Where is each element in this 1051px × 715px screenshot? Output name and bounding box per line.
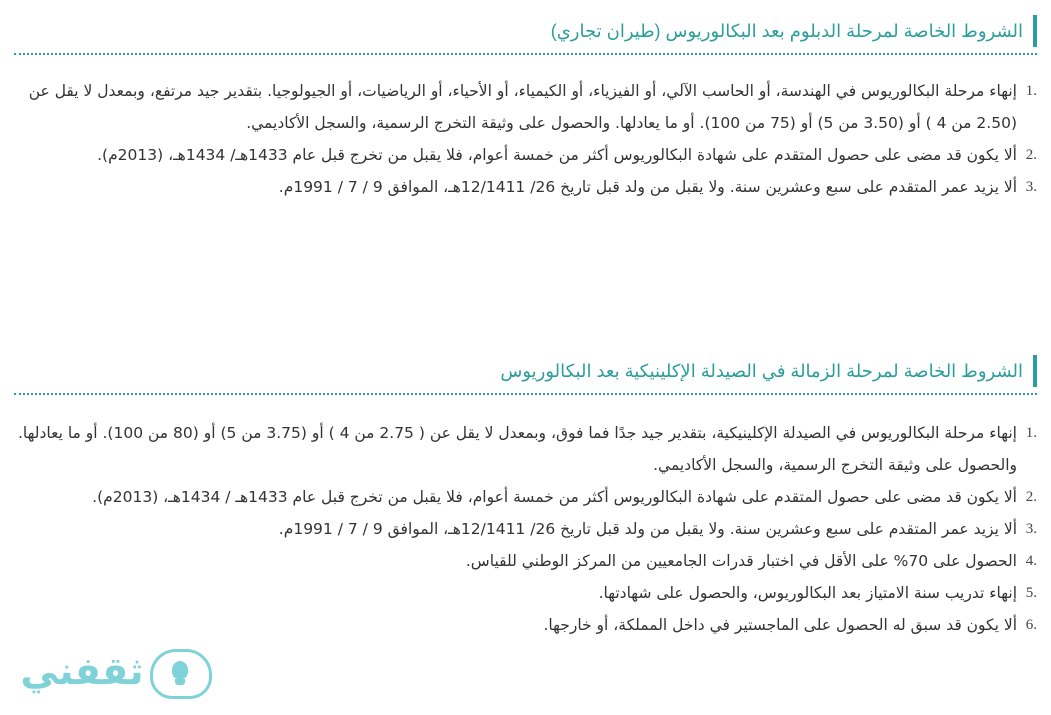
section-aviation-diploma (14, 15, 1037, 203)
item-text: الحصول على 70% على الأقل في اختبار قدرات الجامعيين من المركز الوطني للقياس. (465, 552, 1017, 570)
conditions-list (14, 75, 1037, 203)
item-text: إنهاء مرحلة البكالوريوس في الهندسة، أو الحاسب الآلي، أو الفيزياء، أو الكيمياء، أو الأحياء، أو الرياضيات، أو الجيولوجيا. بتقدير جيد مرتفع، وبمعدل لا يقل عن (2.50 من 4 ) أو (3.50 من 5) أو (75 من 100). أو ما يعادلها. والحصول على وثيقة التخرج الرسمية، والسجل الأكاديمي. (28, 82, 1017, 132)
item-text: ألا يزيد عمر المتقدم على سبع وعشرين سنة. ولا يقبل من ولد قبل تاريخ 26/ 12/1411هـ، الموافق 9 / 7 / 1991م. (278, 178, 1017, 196)
list-item (14, 513, 1037, 545)
conditions-list (14, 417, 1037, 641)
section-heading (14, 15, 1037, 47)
item-number: .1 (1025, 425, 1037, 441)
logo-text: ثقفني (20, 649, 144, 693)
list-item (14, 481, 1037, 513)
item-text: ألا يكون قد مضى على حصول المتقدم على شهادة البكالوريوس أكثر من خمسة أعوام، فلا يقبل من تخرج قبل عام 1433هـ/ 1434هـ، (2013م). (97, 146, 1017, 164)
dotted-divider (14, 393, 1037, 395)
list-item (14, 545, 1037, 577)
cloud-icon (150, 649, 212, 699)
item-text: ألا يكون قد مضى على حصول المتقدم على شهادة البكالوريوس أكثر من خمسة أعوام، فلا يقبل من تخرج قبل عام 1433هـ / 1434هـ، (2013م). (92, 488, 1017, 506)
section-title: الشروط الخاصة لمرحلة الدبلوم بعد البكالوريوس (طيران تجاري) (550, 20, 1023, 41)
list-item (14, 75, 1037, 139)
item-text: إنهاء تدريب سنة الامتياز بعد البكالوريوس، والحصول على شهادتها. (598, 584, 1017, 602)
item-text: ألا يكون قد سبق له الحصول على الماجستير في داخل المملكة، أو خارجها. (543, 616, 1017, 634)
item-number: .5 (1025, 585, 1037, 601)
list-item (14, 139, 1037, 171)
list-item (14, 609, 1037, 641)
item-number: .3 (1025, 179, 1037, 195)
site-logo[interactable] (18, 645, 208, 705)
dotted-divider (14, 53, 1037, 55)
item-number: .3 (1025, 521, 1037, 537)
item-number: .4 (1025, 553, 1037, 569)
item-number: .2 (1025, 489, 1037, 505)
item-text: إنهاء مرحلة البكالوريوس في الصيدلة الإكلينيكية، بتقدير جيد جدًا فما فوق، وبمعدل لا يقل عن ( 2.75 من 4 ) أو (3.75 من 5) أو (80 من 100). أو ما يعادلها. والحصول على وثيقة التخرج الرسمية، والسجل الأكاديمي. (17, 424, 1017, 474)
lightbulb-icon (172, 661, 188, 679)
item-number: .6 (1025, 617, 1037, 633)
lightbulb-base (175, 679, 185, 685)
section-heading (14, 355, 1037, 387)
item-number: .1 (1025, 83, 1037, 99)
section-clinical-pharmacy-fellowship (14, 355, 1037, 641)
list-item (14, 577, 1037, 609)
item-number: .2 (1025, 147, 1037, 163)
list-item (14, 417, 1037, 481)
section-title: الشروط الخاصة لمرحلة الزمالة في الصيدلة الإكلينيكية بعد البكالوريوس (500, 360, 1023, 381)
item-text: ألا يزيد عمر المتقدم على سبع وعشرين سنة. ولا يقبل من ولد قبل تاريخ 26/ 12/1411هـ، الموافق 9 / 7 / 1991م. (278, 520, 1017, 538)
list-item (14, 171, 1037, 203)
